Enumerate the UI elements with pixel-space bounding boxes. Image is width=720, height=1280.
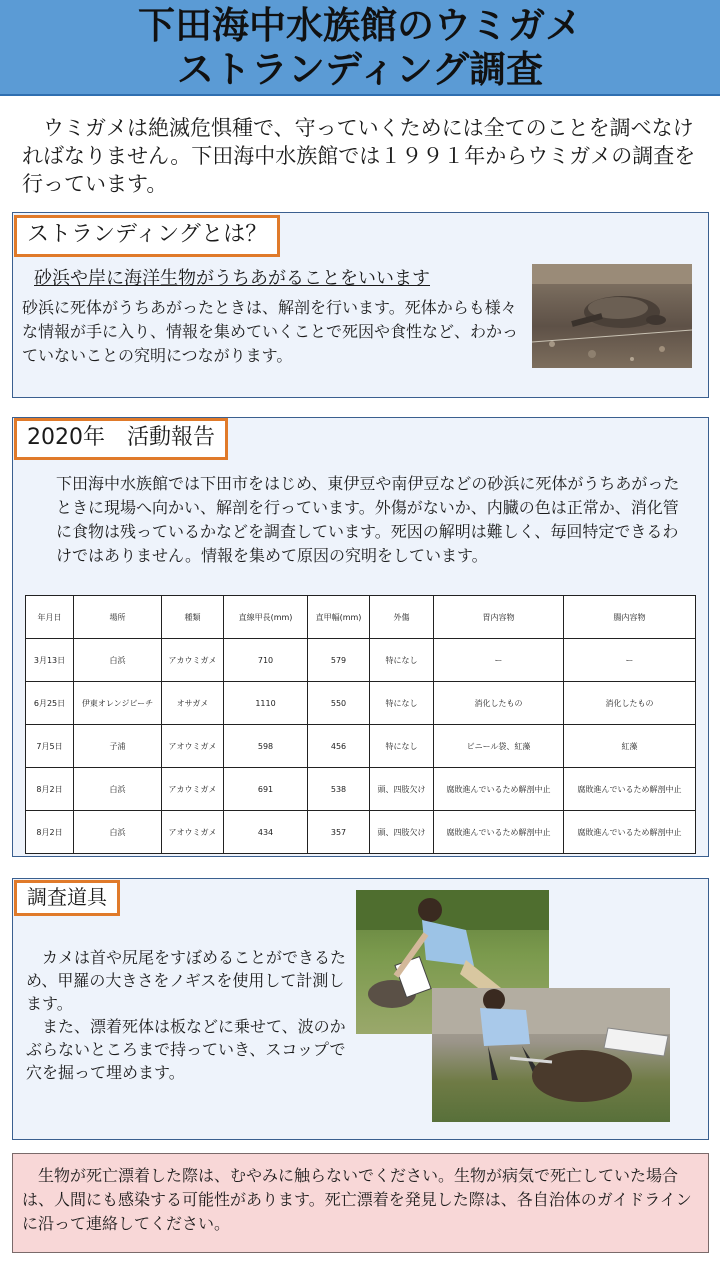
survey-tools-label: 調査道具 <box>14 880 120 916</box>
intro-paragraph: ウミガメは絶滅危惧種で、守っていくためには全てのことを調べなければなりません。下田海中水族館では１９９１年からウミガメの調査を行っています。 <box>22 116 696 196</box>
stranded-turtle-photo <box>532 264 692 368</box>
table-cell: 538 <box>308 768 370 811</box>
table-cell: 消化したもの <box>434 682 564 725</box>
stranding-definition-text: 砂浜に死体がうちあがったときは、解剖を行います。死体からも様々な情報が手に入り、情報を集めていくことで死因や食性など、わかっていないことの究明につながります。 <box>22 298 519 365</box>
stranding-definition-label: ストランディングとは？ <box>14 215 280 257</box>
table-cell: 白浜 <box>74 811 162 854</box>
table-cell: 特になし <box>370 682 434 725</box>
table-cell: 598 <box>224 725 308 768</box>
table-row <box>26 768 696 811</box>
table-cell: 8月2日 <box>26 811 74 854</box>
column-header: 腸内容物 <box>564 596 696 639</box>
table-cell: 腐敗進んでいるため解剖中止 <box>564 811 696 854</box>
survey-tools-text: カメは首や尻尾をすぼめることができるため、甲羅の大きさをノギスを使用して計測します。 また、漂着死体は板などに乗せて、波のかぶらないところまで持っていき、スコップで穴を掘って埋めます。 <box>26 948 347 1082</box>
table-cell: 3月13日 <box>26 639 74 682</box>
page-title-line2: ストランディング調査 <box>176 48 544 91</box>
column-header: 直甲幅(mm) <box>308 596 370 639</box>
table-cell: 腐敗進んでいるため解剖中止 <box>564 768 696 811</box>
table-cell: 456 <box>308 725 370 768</box>
table-cell: 頭、四肢欠け <box>370 768 434 811</box>
table-cell: アカウミガメ <box>162 768 224 811</box>
activity-report-label: 2020年 活動報告 <box>14 418 228 460</box>
column-header: 胃内容物 <box>434 596 564 639</box>
table-row <box>26 811 696 854</box>
table-cell: ー <box>434 639 564 682</box>
table-cell: 691 <box>224 768 308 811</box>
table-cell: ビニール袋、紅藻 <box>434 725 564 768</box>
table-cell: 腐敗進んでいるため解剖中止 <box>434 768 564 811</box>
table-cell: 710 <box>224 639 308 682</box>
page-title-line1: 下田海中水族館のウミガメ <box>138 4 582 47</box>
table-cell: 434 <box>224 811 308 854</box>
table-cell: 消化したもの <box>564 682 696 725</box>
column-header: 場所 <box>74 596 162 639</box>
table-row <box>26 682 696 725</box>
table-cell: 白浜 <box>74 768 162 811</box>
table-cell: 357 <box>308 811 370 854</box>
burial-digging-photo <box>432 988 670 1122</box>
table-cell: アオウミガメ <box>162 725 224 768</box>
table-cell: 8月2日 <box>26 768 74 811</box>
table-cell: オサガメ <box>162 682 224 725</box>
table-cell: 子浦 <box>74 725 162 768</box>
table-header-row <box>26 596 696 639</box>
table-row <box>26 639 696 682</box>
column-header: 直線甲長(mm) <box>224 596 308 639</box>
table-cell: 紅藻 <box>564 725 696 768</box>
table-cell: 頭、四肢欠け <box>370 811 434 854</box>
table-cell: 1110 <box>224 682 308 725</box>
table-cell: アオウミガメ <box>162 811 224 854</box>
table-cell: アカウミガメ <box>162 639 224 682</box>
table-cell: 特になし <box>370 639 434 682</box>
header-banner <box>0 0 720 96</box>
table-cell: ー <box>564 639 696 682</box>
table-cell: 6月25日 <box>26 682 74 725</box>
activity-report-text: 下田海中水族館では下田市をはじめ、東伊豆や南伊豆などの砂浜に死体がうちあがったときに現場へ向かい、解剖を行っています。外傷がないか、内臓の色は正常か、消化管に食物は残っているかなどを調査しています。死因の解明は難しく、毎回特定できるわけではありません。情報を集めて原因の究明をしています。 <box>56 474 680 565</box>
stranding-records-table <box>25 595 696 854</box>
column-header: 外傷 <box>370 596 434 639</box>
table-cell: 579 <box>308 639 370 682</box>
table-cell: 7月5日 <box>26 725 74 768</box>
table-cell: 特になし <box>370 725 434 768</box>
table-cell: 550 <box>308 682 370 725</box>
stranding-definition-subtitle: 砂浜や岸に海洋生物がうちあがることをいいます <box>34 268 430 289</box>
table-cell: 腐敗進んでいるため解剖中止 <box>434 811 564 854</box>
column-header: 年月日 <box>26 596 74 639</box>
warning-text: 生物が死亡漂着した際は、むやみに触らないでください。生物が病気で死亡していた場合は、人間にも感染する可能性があります。死亡漂着を発見した際は、各自治体のガイドラインに沿って連絡してください。 <box>22 1166 692 1233</box>
table-cell: 伊東オレンジビーチ <box>74 682 162 725</box>
table-cell: 白浜 <box>74 639 162 682</box>
table-row <box>26 725 696 768</box>
column-header: 種類 <box>162 596 224 639</box>
